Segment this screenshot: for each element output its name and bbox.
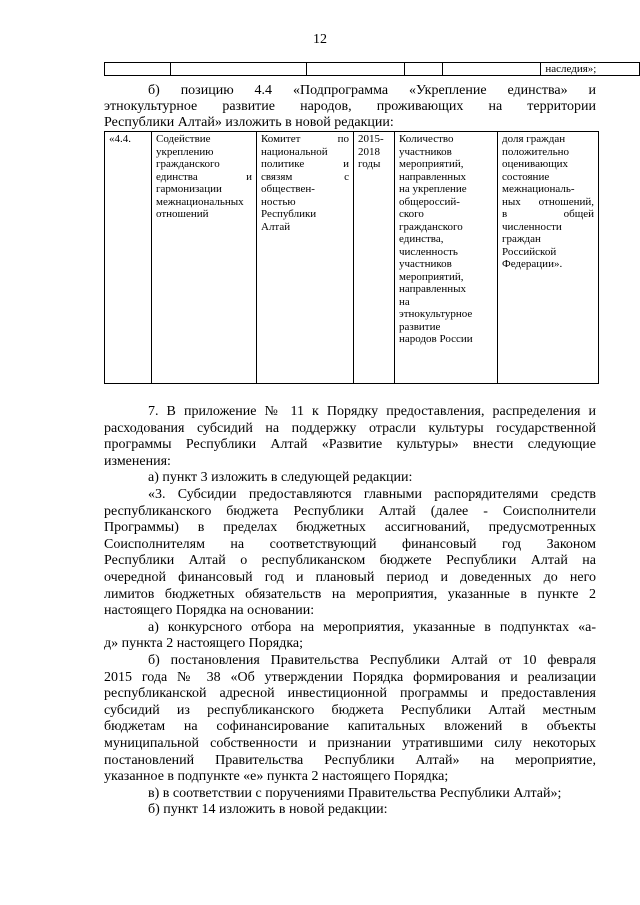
cell-line: численности (502, 220, 562, 233)
text-line: программы Республики Алтай «Развитие культуры» внести следующие (104, 437, 596, 453)
cell-line: граждан (502, 233, 541, 245)
table-row (105, 132, 599, 384)
table-cell-period (354, 132, 395, 384)
cell-line: 2015- (358, 133, 384, 145)
cell-line: связям с (261, 170, 349, 183)
text-line: 2015 года № 38 «Об утверждении Порядка формирования и реализации (104, 669, 596, 685)
cell-line: общероссий- (399, 195, 460, 208)
text-line: Республики Алтай о республиканском бюджете Республики Алтай на (104, 553, 596, 569)
cell-line: межнациональ- (502, 183, 575, 195)
paragraph (104, 487, 596, 620)
cell-line: доля граждан (502, 133, 566, 145)
paragraph (104, 620, 596, 653)
cell-line: Алтай (261, 220, 291, 233)
cell-line: оценивающих (502, 158, 569, 170)
position-table (104, 131, 599, 384)
text-line: в) в соответствии с поручениями Правительства Республики Алтай»; (148, 785, 562, 801)
cell-line: 2018 (358, 145, 380, 158)
table-cell-indicator (395, 132, 498, 384)
text-line: настоящего Порядка на основании: (104, 603, 315, 619)
paragraph (104, 470, 596, 487)
cell-line: укреплению (156, 145, 214, 158)
cell-line: развитие (399, 320, 441, 333)
cell-line: ского (399, 208, 424, 220)
text-line: постановлений Правительства Республики Алтай» на мероприятие, (104, 752, 596, 768)
table-cell (306, 63, 404, 76)
table-cell (404, 63, 443, 76)
cell-line: Федерации». (502, 258, 563, 270)
cell-line: участников (399, 145, 452, 158)
text-line: Республики Алтай» изложить в новой редакции: (104, 115, 394, 130)
cell-line: национальной (261, 145, 328, 158)
text-line: б) пункт 14 изложить в новой редакции: (148, 802, 388, 818)
text-line: республиканской адресной инвестиционной программы и предоставления (104, 686, 596, 702)
text-line: б) постановления Правительства Республики Алтай от 10 февраля (148, 653, 596, 668)
text-line: д» пункта 2 настоящего Порядка; (104, 636, 304, 652)
cell-line: гражданского (399, 220, 463, 233)
table-cell (171, 63, 307, 76)
cell-line: состояние (502, 170, 550, 183)
text-line: а) пункт 3 изложить в следующей редакции: (148, 470, 413, 486)
cell-line: обществен- (261, 183, 315, 195)
cell-line: народов России (399, 333, 473, 345)
table-cell (443, 63, 541, 76)
cell-line: мероприятий, (399, 270, 464, 283)
text-line: указанное в подпункте «е» пункта 2 настоящего Порядка; (104, 769, 449, 785)
text-line: изменения: (104, 453, 171, 469)
table-cell-result (498, 132, 599, 384)
table-cell (105, 63, 171, 76)
cell-line: Российской (502, 245, 557, 258)
text-line: расходования субсидий на поддержку отрасли культуры государственной (104, 420, 596, 436)
cell-line: направленных (399, 170, 466, 183)
intro-paragraph (104, 83, 596, 131)
text-line: а) конкурсного отбора на мероприятия, указанные в подпунктах «а- (148, 619, 596, 635)
table-cell-executor (257, 132, 354, 384)
text-line: Программы) в пределах бюджетных ассигнований, предусмотренных (104, 520, 596, 536)
cell-line: положительно (502, 145, 570, 158)
table-cell-event (152, 132, 257, 384)
cell-line: Содействие (156, 133, 211, 145)
cell-line: на (399, 295, 410, 308)
text-line: Соисполнителям на соответствующий финансовый год Законом (104, 536, 596, 552)
cell-line: ностью (261, 195, 296, 208)
cell-line: Республики (261, 208, 317, 220)
previous-table-fragment (104, 62, 640, 76)
cell-line: этнокультурное (399, 308, 473, 320)
cell-line: единства, (399, 233, 444, 245)
cell-line: гражданского (156, 158, 220, 170)
cell-line: единства и (156, 170, 252, 183)
paragraph (104, 653, 596, 786)
text-line: б) позицию 4.4 «Подпрограмма «Укрепление единства» и (148, 83, 596, 98)
text-line: субсидий из республиканского бюджета Республики Алтай местным (104, 702, 596, 718)
text-line: бюджетам на софинансирование капитальных вложений в объекты (104, 719, 596, 735)
cell-line: участников (399, 258, 452, 270)
cell-line: политике и (261, 158, 349, 170)
cell-line: Комитет по (261, 133, 349, 145)
text-line: «3. Субсидии предоставляются главными распорядителями средств (148, 487, 596, 502)
text-line: республиканского бюджета Республики Алтай (далее - Соисполнители (104, 503, 596, 519)
text-line: муниципальной собственности и признании утратившими силу некоторых (104, 735, 596, 751)
paragraph (104, 802, 596, 819)
cell-line: Количество (399, 133, 454, 145)
cell-line: межнациональных (156, 195, 244, 208)
text-line: лимитов бюджетных обязательств на мероприятия, указанные в пункте 2 (104, 586, 596, 602)
table-cell: наследия»; (541, 63, 640, 76)
cell-line: «4.4. (109, 133, 131, 145)
cell-line: мероприятий, (399, 158, 464, 170)
paragraph (104, 786, 596, 803)
cell-line: ных отношений, (502, 195, 594, 208)
cell-line: отношений (156, 208, 209, 220)
text-line: этнокультурное развитие народов, проживающих на территории (104, 99, 596, 114)
text-line: 7. В приложение № 11 к Порядку предоставления, распределения и (148, 404, 596, 419)
cell-line: численность (399, 245, 458, 258)
cell-line: на укрепление (399, 183, 467, 195)
cell-line: гармонизации (156, 183, 222, 195)
table-cell-number (105, 132, 152, 384)
cell-line: направленных (399, 283, 466, 295)
text-line: очередной финансовый год и плановый период и доведенных до него (104, 569, 596, 585)
cell-line: в общей (502, 208, 594, 220)
cell-line: годы (358, 158, 381, 170)
paragraph (104, 404, 596, 470)
page-number: 12 (313, 32, 327, 47)
